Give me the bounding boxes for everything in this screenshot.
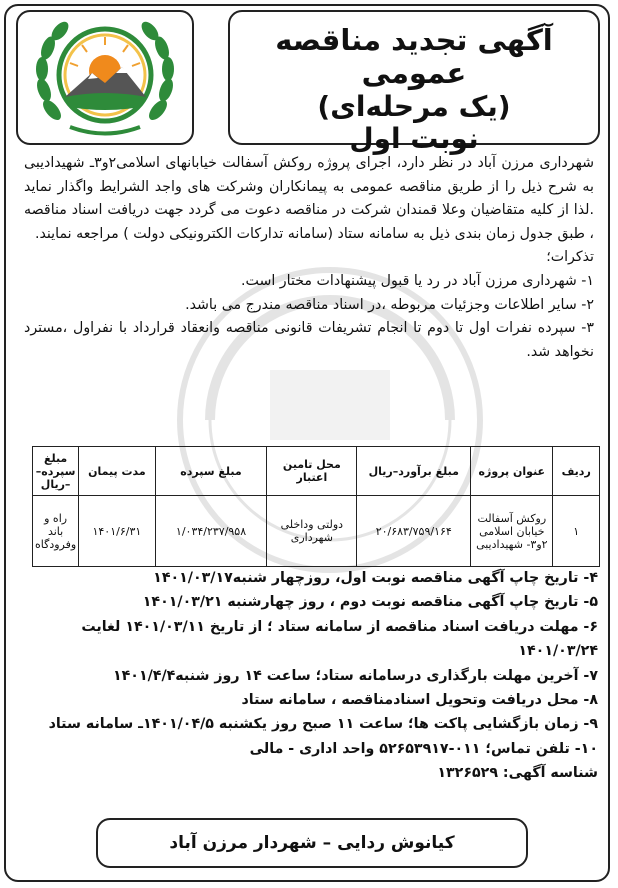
cell-estimate: ۲۰/۶۸۳/۷۵۹/۱۶۴: [357, 496, 471, 567]
col-header-deposit-form: مبلغ سپرده– –ریال: [33, 447, 79, 496]
note-item: ۳- سپرده نفرات اول تا دوم تا انجام تشریفات قانونی مناقصه وانعقاد قرارداد با نفراول ،مسترد نخواهد شد.: [24, 320, 594, 360]
schedule-item: ۶- مهلت دریافت اسناد مناقصه از سامانه ستاد ؛ از تاریخ ۱۴۰۱/۰۳/۱۱ لغایت ۱۴۰۱/۰۳/۲۴: [81, 618, 598, 660]
notice-subtitle: (یک مرحله‌ای): [317, 89, 511, 123]
table-row: [33, 496, 600, 567]
notice-body: [24, 152, 594, 364]
table-header-row: [33, 447, 600, 496]
logo-box: [16, 10, 194, 145]
title-box: [228, 10, 600, 155]
notes-heading: تذکرات؛: [546, 249, 594, 266]
schedule-item: ۷- آخرین مهلت بارگذاری درسامانه ستاد؛ ساعت ۱۴ روز شنبه۱۴۰۱/۴/۴: [112, 667, 598, 684]
col-header-deposit: مبلغ سپرده: [155, 447, 267, 496]
schedule-item: ۱۰- تلفن تماس؛ ۰۱۱-۵۲۶۵۳۹۱۷ واحد اداری - مالی: [249, 740, 598, 757]
col-header-duration: مدت پیمان: [79, 447, 155, 496]
tender-table: [32, 446, 600, 567]
notice-id: شناسه آگهی: ۱۳۲۶۵۲۹: [437, 765, 598, 782]
cell-deposit: ۱/۰۳۴/۲۳۷/۹۵۸: [155, 496, 267, 567]
intro-paragraph: شهرداری مرزن آباد در نظر دارد، اجرای پروژه روکش آسفالت خیابانهای اسلامی۲و۳ـ شهیدادیبی به شرح ذیل را از طریق مناقصه عمومی به پیمانکاران وشرکت های واجد الشرایط واگذار نماید .لذا از کلیه متقاضیان وعلا قمندان شرکت در مناقصه دعوت می گردد جهت دریافت اسناد مناقصه ، طبق جدول زمان بندی ذیل به سامانه ستاد (سامانه تدارکات الکترونیکی دولت ) مراجعه نمایند.: [24, 155, 595, 242]
schedule-item: ۸- محل دریافت وتحویل اسنادمناقصه ، سامانه ستاد: [241, 692, 598, 709]
cell-duration: ۱۴۰۱/۶/۳۱: [79, 496, 155, 567]
col-header-estimate: مبلغ برآورد–ریال: [357, 447, 471, 496]
notice-title: آگهی تجدید مناقصه عمومی: [275, 23, 553, 91]
note-item: ۲- سایر اطلاعات وجزئیات مربوطه ،در اسناد مناقصه مندرج می باشد.: [185, 296, 594, 313]
cell-funding: دولتی وداخلی شهرداری: [267, 496, 357, 567]
schedule-list: [24, 566, 598, 786]
notice-round: نوبت اول: [349, 121, 479, 155]
col-header-project: عنوان پروژه: [471, 447, 553, 496]
cell-project: روکش آسفالت خیابان اسلامی ۲و۳- شهیدادیبی: [471, 496, 553, 567]
col-header-row: ردیف: [553, 447, 600, 496]
note-item: ۱- شهرداری مرزن آباد در رد یا قبول پیشنهادات مختار است.: [241, 272, 594, 289]
signature-box: [96, 818, 528, 868]
signature-text: کیانوش ردایی – شهردار مرزن آباد: [169, 833, 455, 853]
cell-row: ۱: [553, 496, 600, 567]
schedule-item: ۵- تاریخ چاپ آگهی مناقصه نوبت دوم ، روز چهارشنبه ۱۴۰۱/۰۳/۲۱: [142, 594, 598, 611]
schedule-item: ۹- زمان بازگشایی پاکت ها؛ ساعت ۱۱ صبح روز یکشنبه ۱۴۰۱/۰۴/۵ـ سامانه ستاد: [48, 716, 598, 733]
cell-deposit-form: راه و باند وفرودگاه: [33, 496, 79, 567]
municipality-logo-icon: [30, 15, 180, 140]
schedule-item: ۴- تاریخ چاپ آگهی مناقصه نوبت اول، روزچهار شنبه۱۴۰۱/۰۳/۱۷: [153, 570, 598, 586]
col-header-funding: محل تامین اعتبار: [267, 447, 357, 496]
